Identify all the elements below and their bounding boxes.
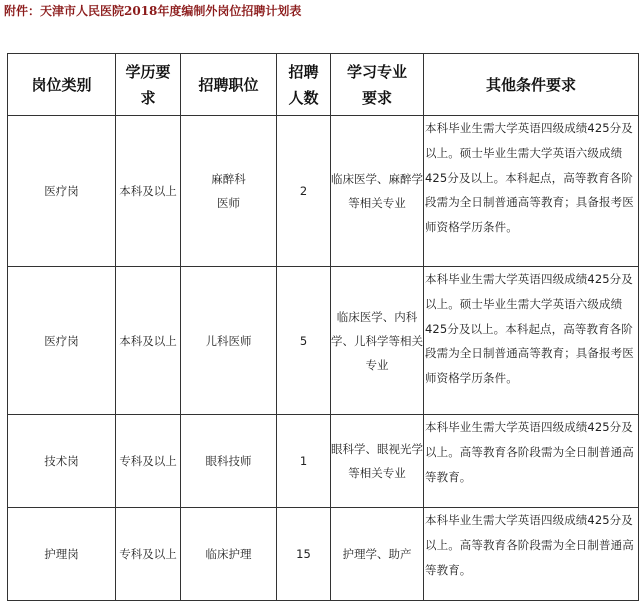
header-education-label: 学历要求	[125, 62, 171, 107]
table-row	[8, 508, 639, 601]
cell-education: 本科及以上	[116, 116, 181, 267]
cell-major: 临床医学、内科学、儿科学等相关专业	[331, 267, 424, 415]
cell-count: 2	[277, 116, 331, 267]
cell-position	[181, 116, 277, 267]
cell-category: 技术岗	[8, 415, 116, 508]
table-row	[8, 267, 639, 415]
cell-position-text: 麻醉科医师	[211, 172, 246, 210]
cell-education: 专科及以上	[116, 508, 181, 601]
cell-category: 护理岗	[8, 508, 116, 601]
cell-education: 本科及以上	[116, 267, 181, 415]
header-other	[424, 54, 639, 116]
cell-other-requirements: 本科毕业生需大学英语四级成绩425分及以上。高等教育各阶段需为全日制普通高等教育。	[424, 415, 639, 508]
cell-position: 临床护理	[181, 508, 277, 601]
cell-category: 医疗岗	[8, 116, 116, 267]
document-caption: 附件：天津市人民医院2018年度编制外岗位招聘计划表	[4, 4, 302, 18]
header-position	[181, 54, 277, 116]
header-category-label: 岗位类别	[31, 75, 92, 94]
cell-other-requirements: 本科毕业生需大学英语四级成绩425分及以上。硕士毕业生需大学英语六级成绩425分及以上。本科起点，高等教育各阶段需为全日制普通高等教育；具备报考医师资格学历条件。	[424, 116, 639, 267]
cell-position: 眼科技师	[181, 415, 277, 508]
header-count-label: 招聘人数	[288, 62, 319, 107]
cell-count: 1	[277, 415, 331, 508]
header-other-label: 其他条件要求	[485, 75, 576, 94]
cell-category: 医疗岗	[8, 267, 116, 415]
cell-count: 5	[277, 267, 331, 415]
header-count	[277, 54, 331, 116]
cell-major: 护理学、助产	[331, 508, 424, 601]
cell-education: 专科及以上	[116, 415, 181, 508]
header-position-label: 招聘职位	[198, 75, 259, 94]
cell-count: 15	[277, 508, 331, 601]
header-education	[116, 54, 181, 116]
header-category	[8, 54, 116, 116]
cell-position: 儿科医师	[181, 267, 277, 415]
cell-major: 眼科学、眼视光学等相关专业	[331, 415, 424, 508]
cell-major: 临床医学、麻醉学等相关专业	[331, 116, 424, 267]
header-major	[331, 54, 424, 116]
header-major-label: 学习专业 要求	[346, 62, 407, 107]
table-header-row	[8, 54, 639, 116]
cell-other-requirements: 本科毕业生需大学英语四级成绩425分及以上。硕士毕业生需大学英语六级成绩425分及以上。本科起点，高等教育各阶段需为全日制普通高等教育；具备报考医师资格学历条件。	[424, 267, 639, 415]
recruitment-plan-table	[7, 53, 639, 601]
table-row	[8, 415, 639, 508]
table-row	[8, 116, 639, 267]
cell-other-requirements: 本科毕业生需大学英语四级成绩425分及以上。高等教育各阶段需为全日制普通高等教育。	[424, 508, 639, 601]
